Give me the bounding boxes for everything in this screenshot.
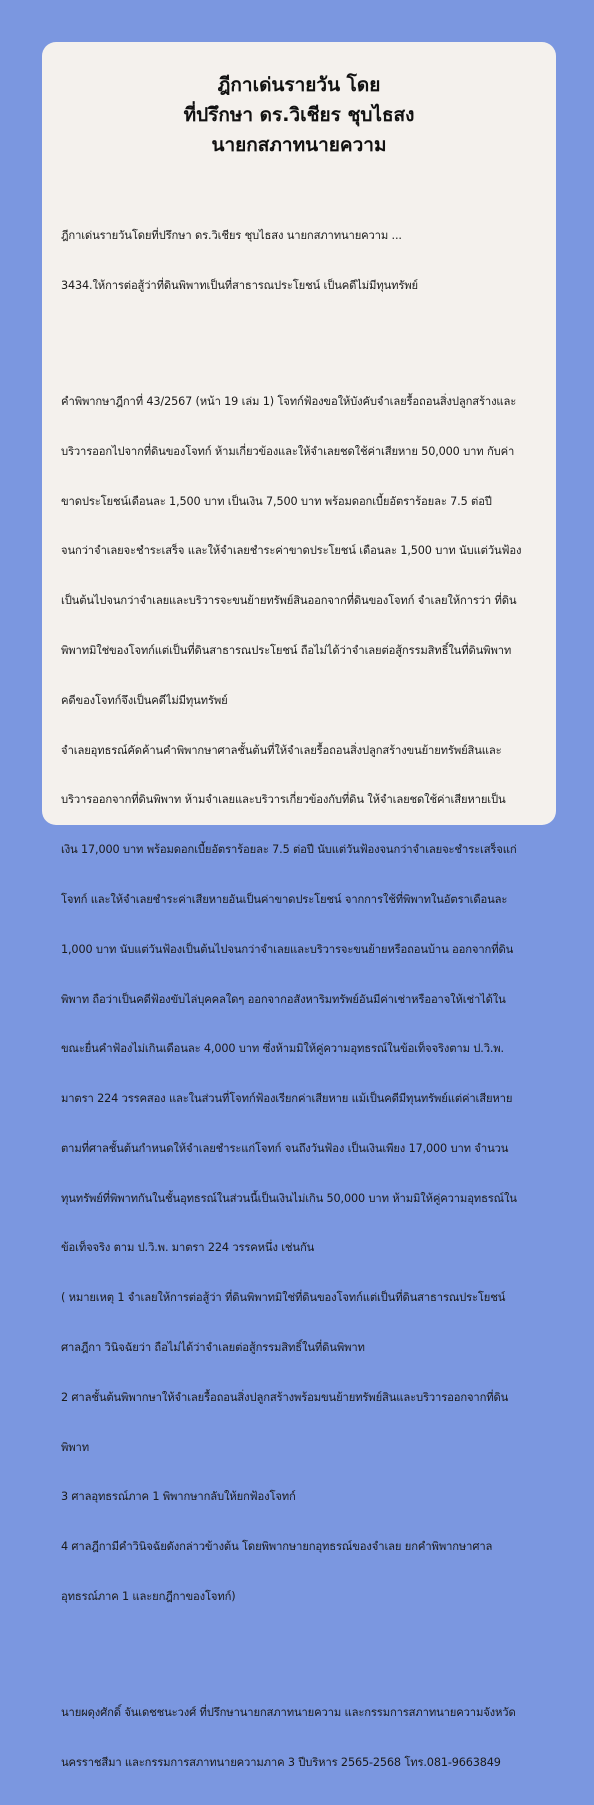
footer-line: นายผดุงศักดิ์ จันเดชชนะวงศ์ ที่ปรึกษานายกสภาทนายความ และกรรมการสภาทนายความจังหวัด <box>61 1706 516 1720</box>
title-line: นายกสภาทนายความ <box>211 134 387 156</box>
body-line: 3 ศาลอุทธรณ์ภาค 1 พิพากษากลับให้ยกฟ้องโจทก์ <box>61 1490 296 1504</box>
body-line: ขณะยื่นคำฟ้องไม่เกินเดือนละ 4,000 บาท ซึ่งห้ามมิให้คู่ความอุทธรณ์ในข้อเท็จจริงตาม ป.วิ.พ. <box>61 1042 504 1056</box>
body-line: มาตรา 224 วรรคสอง และในส่วนที่โจทก์ฟ้องเรียกค่าเสียหาย แม้เป็นคดีมีทุนทรัพย์แต่ค่าเสียหาย <box>61 1092 513 1106</box>
body-line: 2 ศาลชั้นต้นพิพากษาให้จำเลยรื้อถอนสิ่งปลูกสร้างพร้อมขนย้ายทรัพย์สินและบริวารออกจากที่ดิน <box>61 1390 509 1404</box>
body-line: โจทก์ และให้จำเลยชำระค่าเสียหายอันเป็นค่าขาดประโยชน์ จากการใช้ที่พิพาทในอัตราเดือนละ <box>61 892 508 906</box>
body-line: จนกว่าจำเลยจะชำระเสร็จ และให้จำเลยชำระค่าขาดประโยชน์ เดือนละ 1,500 บาท นับแต่วันฟ้อง <box>61 544 522 558</box>
title-line: ฎีกาเด่นรายวัน โดย <box>217 74 381 96</box>
body-line: ขาดประโยชน์เดือนละ 1,500 บาท เป็นเงิน 7,500 บาท พร้อมดอกเบี้ยอัตราร้อยละ 7.5 ต่อปี <box>61 494 492 508</box>
body-line: บริวารออกไปจากที่ดินของโจทก์ ห้ามเกี่ยวข้องและให้จำเลยชดใช้ค่าเสียหาย 50,000 บาท กับค่า <box>61 444 515 458</box>
post-card <box>42 42 556 1769</box>
body-line: ข้อเท็จจริง ตาม ป.วิ.พ. มาตรา 224 วรรคหนึ่ง เช่นกัน <box>61 1241 315 1255</box>
body-line: เป็นต้นไปจนกว่าจำเลยและบริวารจะขนย้ายทรัพย์สินออกจากที่ดินของโจทก์ จำเลยให้การว่า ที่ดิน <box>61 594 517 608</box>
post-body <box>61 195 551 1805</box>
intro-line: 3434.ให้การต่อสู้ว่าที่ดินพิพาทเป็นที่สาธารณประโยชน์ เป็นคดีไม่มีทุนทรัพย์ <box>61 278 418 292</box>
body-line: พิพาท <box>61 1440 89 1454</box>
body-line: 4 ศาลฎีกามีคำวินิจฉัยดังกล่าวข้างต้น โดยพิพากษายกอุทธรณ์ของจำเลย ยกคำพิพากษาศาล <box>61 1540 493 1554</box>
body-line: 1,000 บาท นับแต่วันฟ้องเป็นต้นไปจนกว่าจำเลยและบริวารจะขนย้ายหรือถอนบ้าน ออกจากที่ดิน <box>61 942 514 956</box>
body-line: ตามที่ศาลชั้นต้นกำหนดให้จำเลยชำระแก่โจทก์ จนถึงวันฟ้อง เป็นเงินเพียง 17,000 บาท จำนวน <box>61 1141 509 1155</box>
post-title <box>42 70 556 160</box>
spacer <box>61 328 551 345</box>
body-line: จำเลยอุทธรณ์คัดค้านคำพิพากษาศาลชั้นต้นที่ให้จำเลยรื้อถอนสิ่งปลูกสร้างขนย้ายทรัพย์สินและ <box>61 743 502 757</box>
body-line: ศาลฎีกา วินิจฉัยว่า ถือไม่ได้ว่าจำเลยต่อสู้กรรมสิทธิ์ในที่ดินพิพาท <box>61 1340 365 1354</box>
body-line: อุทธรณ์ภาค 1 และยกฎีกาของโจทก์) <box>61 1589 236 1603</box>
body-line: บริวารออกจากที่ดินพิพาท ห้ามจำเลยและบริวารเกี่ยวข้องกับที่ดิน ให้จำเลยชดใช้ค่าเสียหายเป็น <box>61 793 506 807</box>
body-line: ( หมายเหตุ 1 จำเลยให้การต่อสู้ว่า ที่ดินพิพาทมิใช่ที่ดินของโจทก์แต่เป็นที่ดินสาธารณประโยชน์ <box>61 1291 506 1305</box>
body-line: พิพาท ถือว่าเป็นคดีฟ้องขับไล่บุคคลใดๆ ออกจากอสังหาริมทรัพย์อันมีค่าเช่าหรืออาจให้เช่าได้ใน <box>61 992 506 1006</box>
footer-line: นครราชสีมา และกรรมการสภาทนายความภาค 3 ปีบริหาร 2565-2568 โทร.081-9663849 <box>61 1755 501 1769</box>
title-line: ที่ปรึกษา ดร.วิเชียร ชุบไธสง <box>183 104 415 126</box>
body-line: พิพาทมิใช่ของโจทก์แต่เป็นที่ดินสาธารณประโยชน์ ถือไม่ได้ว่าจำเลยต่อสู้กรรมสิทธิ์ในที่ดินพิพาท <box>61 644 512 658</box>
body-line: เงิน 17,000 บาท พร้อมดอกเบี้ยอัตราร้อยละ 7.5 ต่อปี นับแต่วันฟ้องจนกว่าจำเลยจะชำระเสร็จแก่ <box>61 843 517 857</box>
body-line: คดีของโจทก์จึงเป็นคดีไม่มีทุนทรัพย์ <box>61 693 228 707</box>
body-line: คำพิพากษาฎีกาที่ 43/2567 (หน้า 19 เล่ม 1) โจทก์ฟ้องขอให้บังคับจำเลยรื้อถอนสิ่งปลูกสร้างและ <box>61 395 517 409</box>
body-line: ทุนทรัพย์ที่พิพาทกันในชั้นอุทธรณ์ในส่วนนี้เป็นเงินไม่เกิน 50,000 บาท ห้ามมิให้คู่ความอุทธรณ์ใน <box>61 1191 517 1205</box>
intro-line: ฎีกาเด่นรายวันโดยที่ปรึกษา ดร.วิเชียร ชุบไธสง นายกสภาทนายความ ... <box>61 229 402 243</box>
spacer <box>61 1639 551 1656</box>
